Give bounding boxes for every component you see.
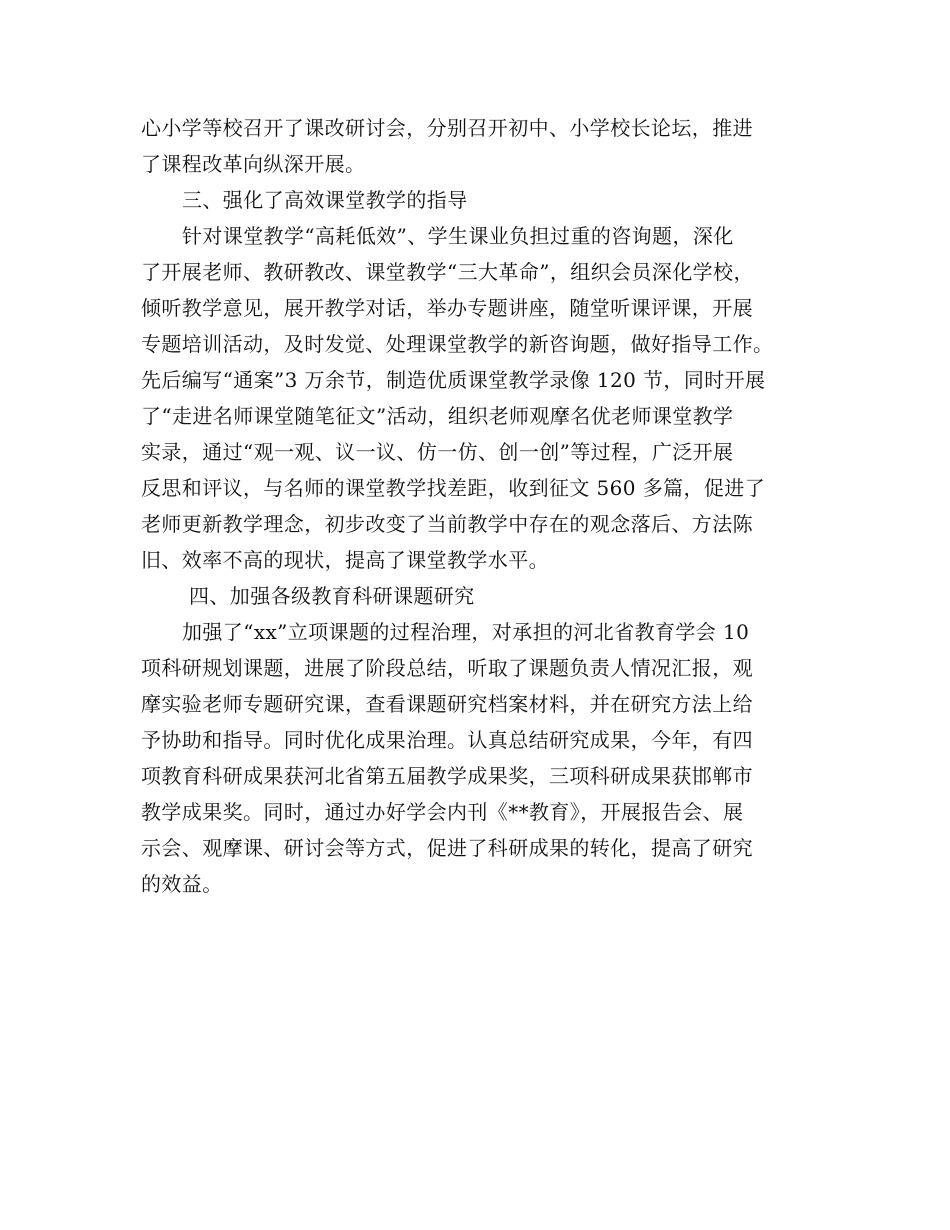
paragraph-intro-continuation bbox=[141, 110, 825, 182]
text-line: 摩实验老师专题研究课，查看课题研究档案材料，并在研究方法上给 bbox=[141, 692, 753, 716]
section-heading: 四、加强各级教育科研课题研究 bbox=[189, 584, 475, 608]
paragraph-section-three bbox=[141, 218, 825, 578]
text-line: 实录，通过“观一观、议一议、仿一仿、创一创”等过程，广泛开展 bbox=[141, 440, 734, 464]
text-line: 项教育科研成果获河北省第五届教学成果奖，三项科研成果获邯郸市 bbox=[141, 764, 753, 788]
text-line: 专题培训活动，及时发觉、处理课堂教学的新咨询题，做好指导工作。 bbox=[141, 332, 774, 356]
text-line: 针对课堂教学“高耗低效”、学生课业负担过重的咨询题，深化 bbox=[182, 224, 734, 248]
text-line: 了开展老师、教研教改、课堂教学“三大革命”，组织会员深化学校， bbox=[141, 260, 754, 284]
text-line: 加强了“xx”立项课题的过程治理，对承担的河北省教育学会 10 bbox=[182, 620, 750, 644]
text-line: 予协助和指导。同时优化成果治理。认真总结研究成果，今年，有四 bbox=[141, 728, 753, 752]
text-line: 先后编写“通案”3 万余节，制造优质课堂教学录像 120 节，同时开展 bbox=[141, 368, 766, 392]
section-heading-three bbox=[141, 182, 825, 218]
text-line: 旧、效率不高的现状，提高了课堂教学水平。 bbox=[141, 548, 549, 572]
section-heading-four bbox=[141, 578, 825, 614]
text-line: 的效益。 bbox=[141, 872, 223, 896]
text-line: 教学成果奖。同时，通过办好学会内刊《**教育》，开展报告会、展 bbox=[141, 800, 744, 824]
text-line: 示会、观摩课、研讨会等方式，促进了科研成果的转化，提高了研究 bbox=[141, 836, 753, 860]
text-line: 心小学等校召开了课改研讨会，分别召开初中、小学校长论坛，推进 bbox=[141, 116, 753, 140]
text-line: 老师更新教学理念，初步改变了当前教学中存在的观念落后、方法陈 bbox=[141, 512, 753, 536]
text-line: 了课程改革向纵深开展。 bbox=[141, 152, 366, 176]
text-line: 反思和评议，与名师的课堂教学找差距，收到征文 560 多篇，促进了 bbox=[141, 476, 766, 500]
text-line: 了“走进名师课堂随笔征文”活动，组织老师观摩名优老师课堂教学 bbox=[141, 404, 734, 428]
document-body bbox=[141, 110, 825, 902]
text-line: 倾听教学意见，展开教学对话，举办专题讲座，随堂听课评课，开展 bbox=[141, 296, 753, 320]
section-heading: 三、强化了高效课堂教学的指导 bbox=[182, 188, 468, 212]
paragraph-section-four bbox=[141, 614, 825, 902]
text-line: 项科研规划课题，进展了阶段总结，听取了课题负责人情况汇报，观 bbox=[141, 656, 753, 680]
